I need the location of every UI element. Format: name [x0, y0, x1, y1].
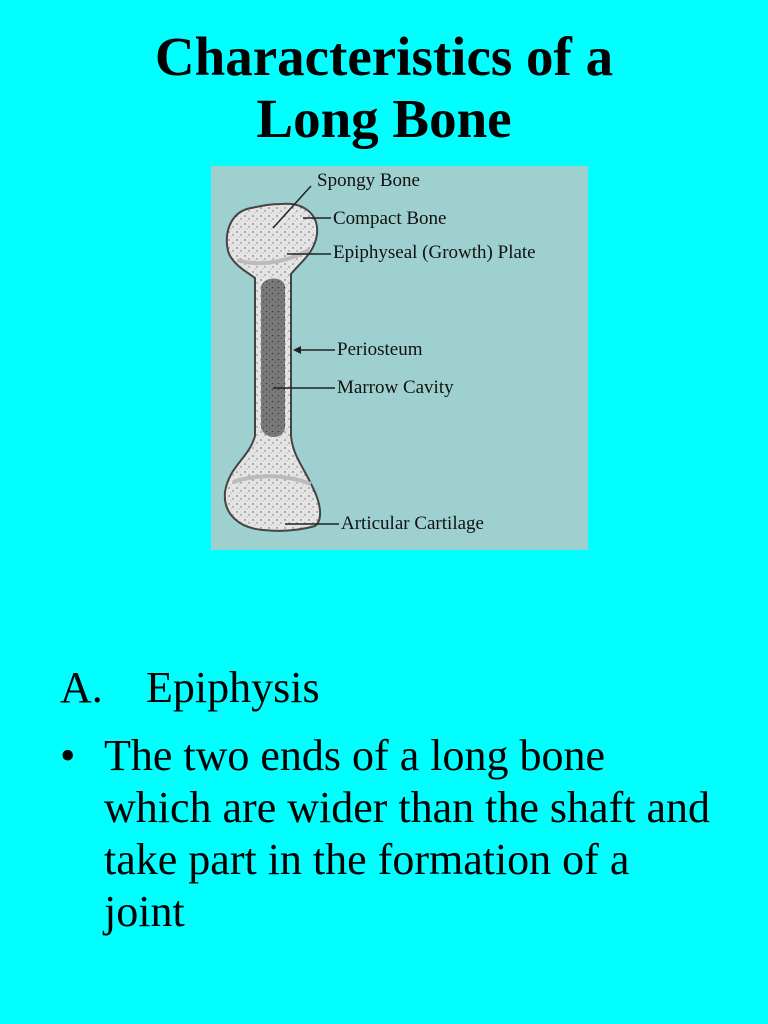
slide-title-line-1: Characteristics of a — [154, 26, 614, 87]
slide-title-line-2: Long Bone — [256, 88, 512, 149]
label-marrow-cavity: Marrow Cavity — [337, 377, 454, 398]
section-letter: A. — [60, 663, 103, 712]
bullet-dot-icon: • — [60, 731, 76, 780]
long-bone-diagram — [211, 166, 588, 550]
section-heading-text: Epiphysis — [146, 663, 320, 712]
label-epiphyseal-plate: Epiphyseal (Growth) Plate — [333, 242, 536, 263]
label-spongy-bone: Spongy Bone — [317, 170, 420, 191]
bullet-text: The two ends of a long bone which are wider than the shaft and take part in the formation of a joint — [104, 731, 710, 936]
slide-title — [0, 26, 768, 150]
label-periosteum: Periosteum — [337, 339, 423, 360]
label-articular-cartilage: Articular Cartilage — [341, 513, 484, 534]
marrow-cavity-shape — [261, 279, 285, 438]
section-heading — [60, 662, 320, 714]
label-compact-bone: Compact Bone — [333, 208, 447, 229]
